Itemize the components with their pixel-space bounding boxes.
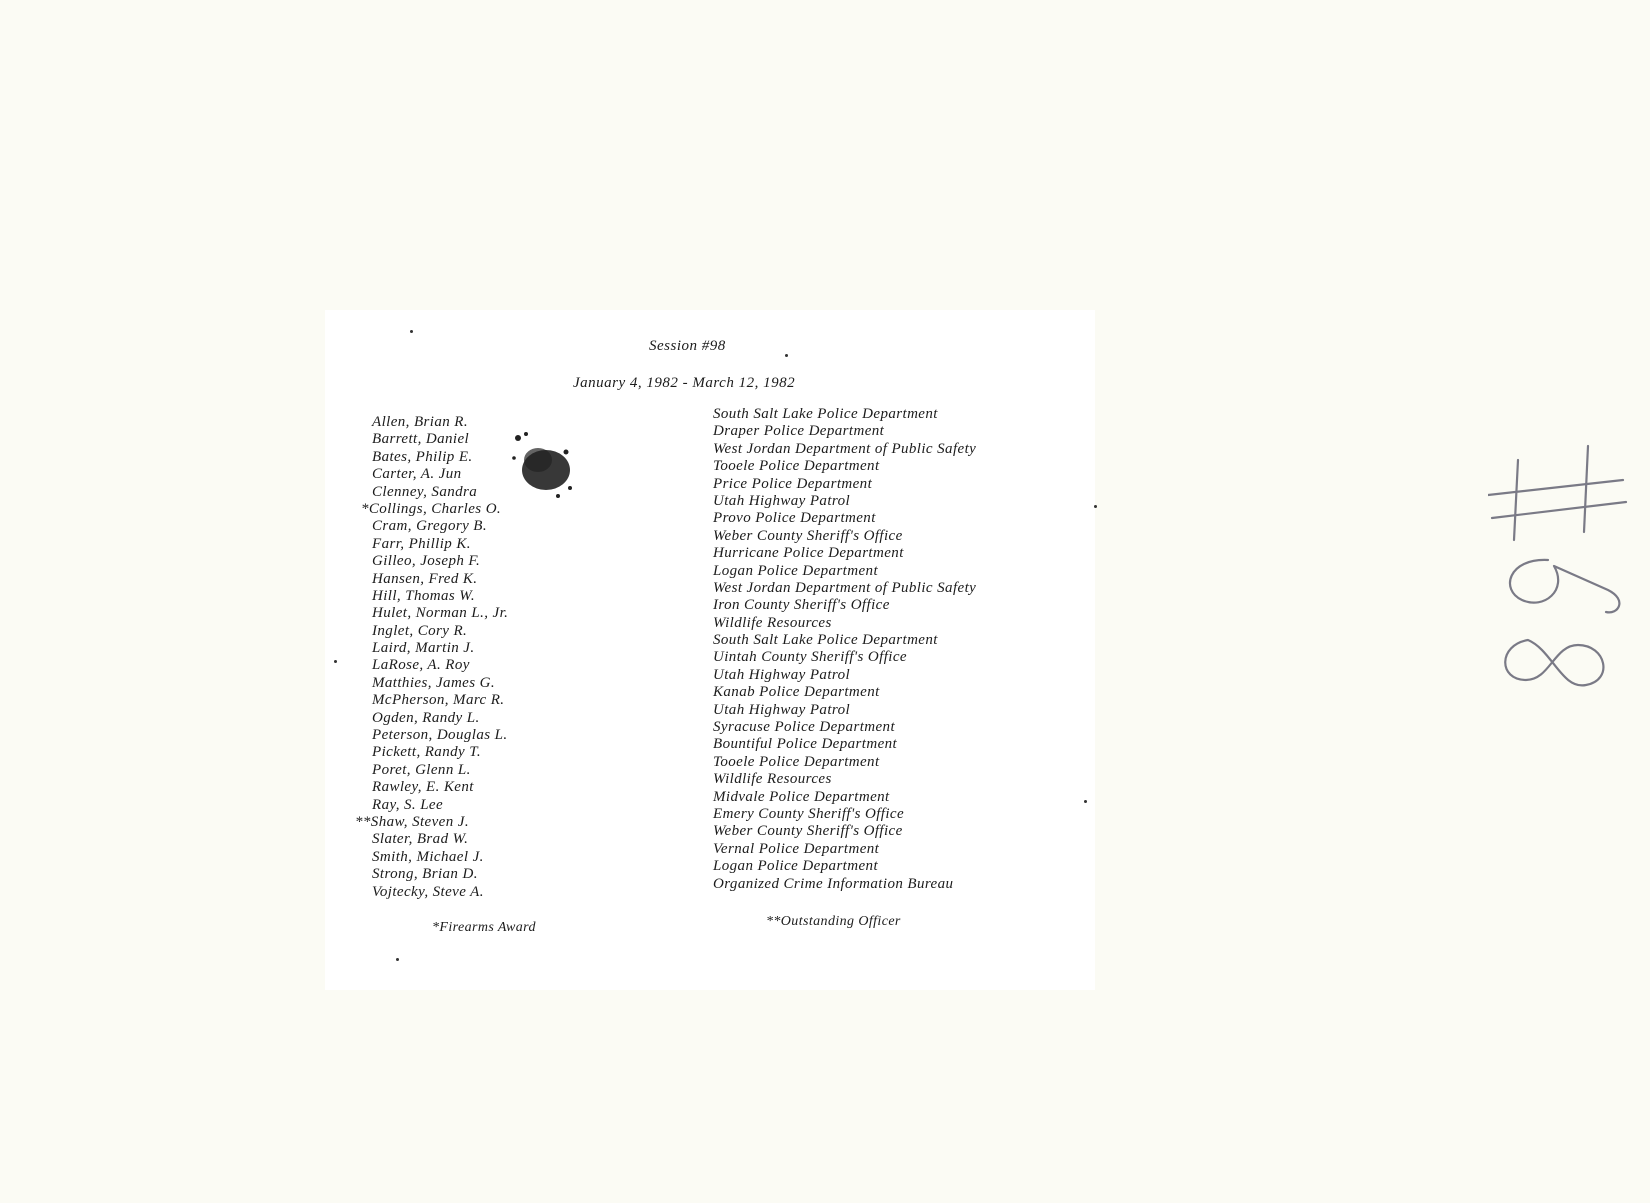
graduate-name: Ray, S. Lee: [372, 796, 444, 813]
ink-speck: [1084, 800, 1087, 803]
graduate-name: McPherson, Marc R.: [372, 692, 505, 709]
graduate-name: Peterson, Douglas L.: [372, 727, 508, 744]
graduate-name: Farr, Phillip K.: [372, 535, 471, 552]
agencies-list: [713, 406, 976, 893]
agency-name: Weber County Sheriff's Office: [713, 527, 903, 544]
graduate-name: Vojtecky, Steve A.: [372, 883, 484, 900]
graduate-name: Slater, Brad W.: [372, 831, 469, 848]
graduate-name: Bates, Philip E.: [372, 448, 473, 465]
ink-speck: [334, 660, 337, 663]
graduate-name: Hill, Thomas W.: [372, 587, 475, 604]
agency-name: South Salt Lake Police Department: [713, 406, 938, 422]
agency-name: Vernal Police Department: [713, 840, 880, 857]
graduate-name: Smith, Michael J.: [372, 848, 484, 865]
agency-name: South Salt Lake Police Department: [713, 632, 938, 649]
ink-smudge: [508, 430, 578, 502]
agency-name: West Jordan Department of Public Safety: [713, 579, 977, 596]
graduate-name: Laird, Martin J.: [372, 640, 475, 657]
agency-name: Midvale Police Department: [713, 788, 890, 805]
graduate-name: Poret, Glenn L.: [372, 761, 471, 778]
agency-name: Logan Police Department: [713, 562, 879, 579]
graduate-name: Strong, Brian D.: [372, 866, 478, 883]
agency-name: Tooele Police Department: [713, 458, 880, 475]
agency-name: Utah Highway Patrol: [713, 492, 851, 509]
agency-name: Utah Highway Patrol: [713, 666, 851, 683]
graduate-name: Barrett, Daniel: [372, 431, 470, 448]
graduate-name: Hansen, Fred K.: [372, 570, 478, 587]
agency-name: Wildlife Resources: [713, 771, 832, 788]
graduate-name: Pickett, Randy T.: [372, 744, 481, 761]
ink-speck: [396, 958, 399, 961]
agency-name: Organized Crime Information Bureau: [713, 875, 954, 892]
graduate-name: Hulet, Norman L., Jr.: [372, 605, 509, 622]
graduate-name: **Shaw, Steven J.: [355, 813, 469, 830]
graduate-name: Clenney, Sandra: [372, 483, 478, 500]
graduate-name: Cram, Gregory B.: [372, 518, 488, 535]
graduate-name: Rawley, E. Kent: [372, 779, 474, 796]
agency-name: Weber County Sheriff's Office: [713, 823, 903, 840]
graduate-name: LaRose, A. Roy: [372, 657, 470, 674]
agency-name: Wildlife Resources: [713, 614, 832, 631]
agency-name: Provo Police Department: [713, 510, 876, 527]
footnote-firearms-award: *Firearms Award: [432, 920, 536, 935]
agency-name: Iron County Sheriff's Office: [713, 597, 890, 614]
agency-name: Bountiful Police Department: [713, 736, 898, 753]
graduate-name: Matthies, James G.: [372, 674, 496, 691]
graduate-name: Carter, A. Jun: [372, 466, 462, 483]
footnote-outstanding-officer: **Outstanding Officer: [766, 914, 901, 929]
ink-speck: [1094, 505, 1097, 508]
graduate-names-list: [355, 414, 509, 901]
agency-name: Logan Police Department: [713, 858, 879, 875]
agency-name: Uintah County Sheriff's Office: [713, 649, 907, 666]
agency-name: West Jordan Department of Public Safety: [713, 440, 977, 457]
session-date-range: January 4, 1982 - March 12, 1982: [573, 375, 796, 391]
ink-speck: [410, 330, 413, 333]
graduate-name: Inglet, Cory R.: [372, 622, 468, 639]
agency-name: Utah Highway Patrol: [713, 701, 851, 718]
handwritten-session-number: [1488, 440, 1628, 720]
agency-name: Kanab Police Department: [713, 684, 880, 701]
agency-name: Syracuse Police Department: [713, 719, 896, 736]
agency-name: Tooele Police Department: [713, 753, 880, 770]
agency-name: Hurricane Police Department: [713, 545, 904, 562]
graduate-name: Gilleo, Joseph F.: [372, 553, 481, 570]
session-title: Session #98: [649, 338, 726, 354]
graduate-name: Allen, Brian R.: [372, 414, 468, 430]
agency-name: Price Police Department: [713, 475, 873, 492]
graduate-name: Ogden, Randy L.: [372, 709, 480, 726]
agency-name: Draper Police Department: [713, 423, 885, 440]
graduate-name: *Collings, Charles O.: [361, 500, 502, 517]
ink-speck: [785, 354, 788, 357]
agency-name: Emery County Sheriff's Office: [713, 805, 905, 822]
